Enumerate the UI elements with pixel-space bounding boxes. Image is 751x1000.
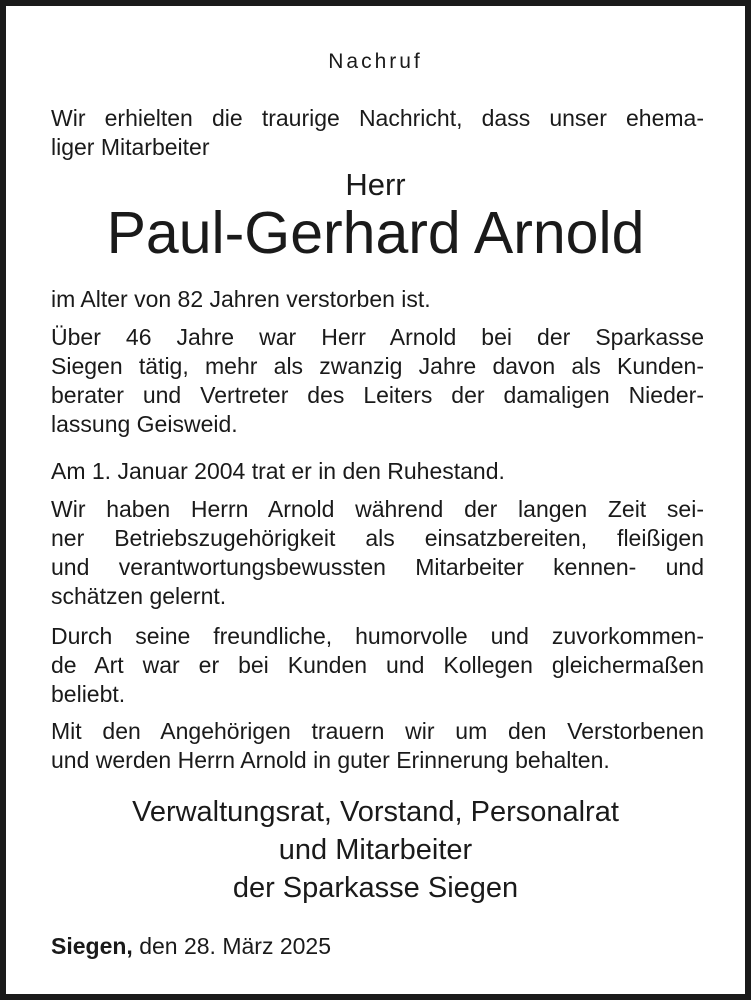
signature-line: Verwaltungsrat, Vorstand, Personalrat — [132, 796, 619, 828]
salutation: Herr — [345, 167, 406, 202]
signature-line: und Mitarbeiter — [278, 834, 473, 866]
paragraph-line: lassung Geisweid. — [51, 411, 238, 437]
signature-block — [6, 793, 745, 907]
intro-line: Wir erhielten die traurige Nachricht, dass unser ehema- — [51, 105, 704, 131]
paragraph-line: Mit den Angehörigen trauern wir um den Verstorbenen — [51, 718, 704, 744]
paragraph-line: Über 46 Jahre war Herr Arnold bei der Sparkasse — [51, 324, 704, 350]
paragraph-appreciation — [51, 495, 704, 611]
paragraph-line: de Art war er bei Kunden und Kollegen gleichermaßen — [51, 652, 704, 678]
paragraph-age — [51, 285, 704, 314]
paragraph-line: Siegen tätig, mehr als zwanzig Jahre davon als Kunden- — [51, 353, 704, 379]
deceased-name: Paul-Gerhard Arnold — [106, 200, 645, 266]
intro-text — [51, 104, 704, 162]
paragraph-condolence — [51, 717, 704, 775]
paragraph-line: beliebt. — [51, 681, 126, 707]
paragraph-line: und werden Herrn Arnold in guter Erinnerung behalten. — [51, 747, 610, 773]
paragraph-line: berater und Vertreter des Leiters der damaligen Nieder- — [51, 382, 704, 408]
place-name: Siegen, — [51, 933, 133, 959]
intro-line: liger Mitarbeiter — [51, 134, 210, 160]
paragraph-line: ner Betriebszugehörigkeit als einsatzbereiten, fleißigen — [51, 525, 704, 551]
paragraph-line: Am 1. Januar 2004 trat er in den Ruhestand. — [51, 458, 505, 484]
notice-heading: Nachruf — [328, 50, 423, 73]
paragraph-character — [51, 622, 704, 709]
place-date — [51, 932, 331, 961]
date-text: den 28. März 2025 — [132, 933, 331, 959]
paragraph-line: Wir haben Herrn Arnold während der langen Zeit sei- — [51, 496, 704, 522]
signature-line: der Sparkasse Siegen — [232, 872, 519, 904]
paragraph-retirement — [51, 457, 704, 486]
paragraph-line: schätzen gelernt. — [51, 583, 227, 609]
paragraph-line: im Alter von 82 Jahren verstorben ist. — [51, 286, 431, 312]
paragraph-career — [51, 323, 704, 439]
paragraph-line: Durch seine freundliche, humorvolle und zuvorkommen- — [51, 623, 704, 649]
paragraph-line: und verantwortungsbewussten Mitarbeiter kennen- und — [51, 554, 704, 580]
